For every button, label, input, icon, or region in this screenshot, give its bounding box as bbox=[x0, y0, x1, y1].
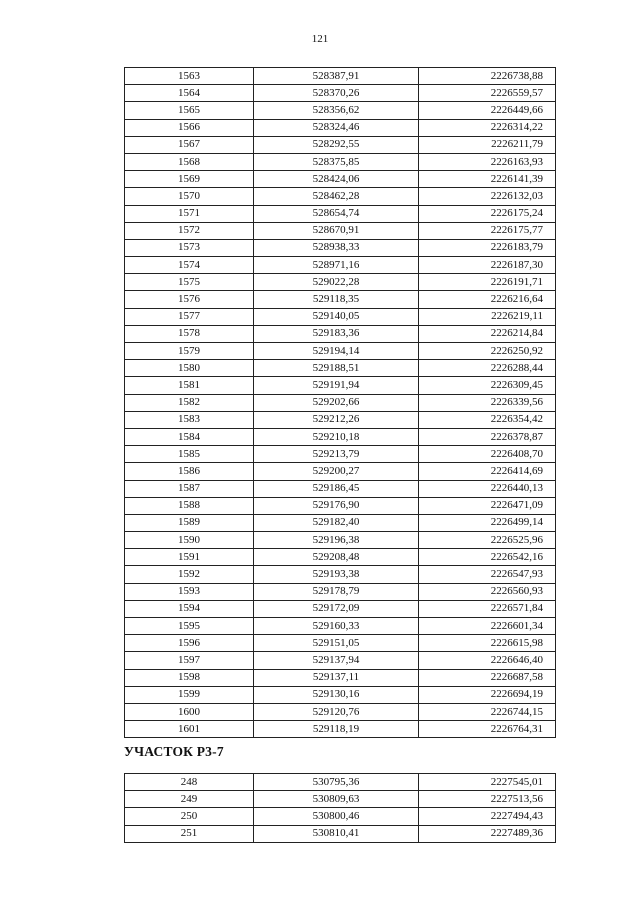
y-coordinate-cell: 2226449,66 bbox=[419, 102, 556, 119]
x-coordinate-cell: 529118,19 bbox=[254, 721, 419, 738]
y-coordinate-cell: 2227489,36 bbox=[419, 825, 556, 842]
point-number-cell: 1599 bbox=[125, 686, 254, 703]
point-number-cell: 1583 bbox=[125, 411, 254, 428]
point-number-cell: 1595 bbox=[125, 618, 254, 635]
y-coordinate-cell: 2226601,34 bbox=[419, 618, 556, 635]
x-coordinate-cell: 529160,33 bbox=[254, 618, 419, 635]
table-row bbox=[125, 343, 556, 360]
x-coordinate-cell: 528938,33 bbox=[254, 239, 419, 256]
y-coordinate-cell: 2226738,88 bbox=[419, 68, 556, 85]
table-row bbox=[125, 257, 556, 274]
x-coordinate-cell: 529194,14 bbox=[254, 343, 419, 360]
point-number-cell: 1570 bbox=[125, 188, 254, 205]
point-number-cell: 1577 bbox=[125, 308, 254, 325]
point-number-cell: 1598 bbox=[125, 669, 254, 686]
point-number-cell: 1564 bbox=[125, 85, 254, 102]
x-coordinate-cell: 530800,46 bbox=[254, 808, 419, 825]
point-number-cell: 1567 bbox=[125, 136, 254, 153]
table-row bbox=[125, 497, 556, 514]
point-number-cell: 1588 bbox=[125, 497, 254, 514]
table-row bbox=[125, 686, 556, 703]
table-row bbox=[125, 85, 556, 102]
point-number-cell: 1594 bbox=[125, 600, 254, 617]
x-coordinate-cell: 528324,46 bbox=[254, 119, 419, 136]
x-coordinate-cell: 528424,06 bbox=[254, 171, 419, 188]
table-row bbox=[125, 239, 556, 256]
table-row bbox=[125, 791, 556, 808]
y-coordinate-cell: 2226559,57 bbox=[419, 85, 556, 102]
y-coordinate-cell: 2226571,84 bbox=[419, 600, 556, 617]
x-coordinate-cell: 529193,38 bbox=[254, 566, 419, 583]
table-row bbox=[125, 480, 556, 497]
y-coordinate-cell: 2226615,98 bbox=[419, 635, 556, 652]
point-number-cell: 1591 bbox=[125, 549, 254, 566]
point-number-cell: 1572 bbox=[125, 222, 254, 239]
table-row bbox=[125, 532, 556, 549]
x-coordinate-cell: 529118,35 bbox=[254, 291, 419, 308]
x-coordinate-cell: 528292,55 bbox=[254, 136, 419, 153]
y-coordinate-cell: 2226694,19 bbox=[419, 686, 556, 703]
y-coordinate-cell: 2226187,30 bbox=[419, 257, 556, 274]
x-coordinate-cell: 529212,26 bbox=[254, 411, 419, 428]
y-coordinate-cell: 2226175,24 bbox=[419, 205, 556, 222]
table-row bbox=[125, 463, 556, 480]
table-row bbox=[125, 583, 556, 600]
point-number-cell: 1579 bbox=[125, 343, 254, 360]
point-number-cell: 1582 bbox=[125, 394, 254, 411]
x-coordinate-cell: 528356,62 bbox=[254, 102, 419, 119]
y-coordinate-cell: 2227545,01 bbox=[419, 774, 556, 791]
y-coordinate-cell: 2227494,43 bbox=[419, 808, 556, 825]
x-coordinate-cell: 529022,28 bbox=[254, 274, 419, 291]
coordinates-table-p3-7 bbox=[124, 773, 556, 843]
y-coordinate-cell: 2226354,42 bbox=[419, 411, 556, 428]
x-coordinate-cell: 529176,90 bbox=[254, 497, 419, 514]
y-coordinate-cell: 2226175,77 bbox=[419, 222, 556, 239]
point-number-cell: 1566 bbox=[125, 119, 254, 136]
y-coordinate-cell: 2226183,79 bbox=[419, 239, 556, 256]
point-number-cell: 1571 bbox=[125, 205, 254, 222]
table-row bbox=[125, 308, 556, 325]
point-number-cell: 249 bbox=[125, 791, 254, 808]
x-coordinate-cell: 528387,91 bbox=[254, 68, 419, 85]
x-coordinate-cell: 530810,41 bbox=[254, 825, 419, 842]
y-coordinate-cell: 2226440,13 bbox=[419, 480, 556, 497]
table-row bbox=[125, 377, 556, 394]
y-coordinate-cell: 2226499,14 bbox=[419, 514, 556, 531]
y-coordinate-cell: 2226216,64 bbox=[419, 291, 556, 308]
table-row bbox=[125, 411, 556, 428]
point-number-cell: 248 bbox=[125, 774, 254, 791]
x-coordinate-cell: 529137,11 bbox=[254, 669, 419, 686]
x-coordinate-cell: 529200,27 bbox=[254, 463, 419, 480]
y-coordinate-cell: 2226744,15 bbox=[419, 703, 556, 720]
x-coordinate-cell: 528670,91 bbox=[254, 222, 419, 239]
y-coordinate-cell: 2226339,56 bbox=[419, 394, 556, 411]
point-number-cell: 1575 bbox=[125, 274, 254, 291]
point-number-cell: 1592 bbox=[125, 566, 254, 583]
y-coordinate-cell: 2226211,79 bbox=[419, 136, 556, 153]
table-row bbox=[125, 188, 556, 205]
table-row bbox=[125, 549, 556, 566]
table-row bbox=[125, 669, 556, 686]
x-coordinate-cell: 529172,09 bbox=[254, 600, 419, 617]
table-row bbox=[125, 635, 556, 652]
point-number-cell: 1580 bbox=[125, 360, 254, 377]
table-row bbox=[125, 446, 556, 463]
table-row bbox=[125, 274, 556, 291]
x-coordinate-cell: 528462,28 bbox=[254, 188, 419, 205]
point-number-cell: 1576 bbox=[125, 291, 254, 308]
point-number-cell: 1590 bbox=[125, 532, 254, 549]
table-row bbox=[125, 153, 556, 170]
y-coordinate-cell: 2226560,93 bbox=[419, 583, 556, 600]
table-row bbox=[125, 360, 556, 377]
x-coordinate-cell: 529188,51 bbox=[254, 360, 419, 377]
table-row bbox=[125, 102, 556, 119]
y-coordinate-cell: 2226191,71 bbox=[419, 274, 556, 291]
x-coordinate-cell: 529210,18 bbox=[254, 428, 419, 445]
coordinates-table bbox=[124, 67, 556, 738]
point-number-cell: 1584 bbox=[125, 428, 254, 445]
x-coordinate-cell: 529178,79 bbox=[254, 583, 419, 600]
x-coordinate-cell: 529183,36 bbox=[254, 325, 419, 342]
y-coordinate-cell: 2226141,39 bbox=[419, 171, 556, 188]
y-coordinate-cell: 2226414,69 bbox=[419, 463, 556, 480]
section-title: УЧАСТОК Р3-7 bbox=[124, 744, 224, 759]
y-coordinate-cell: 2226525,96 bbox=[419, 532, 556, 549]
y-coordinate-cell: 2226542,16 bbox=[419, 549, 556, 566]
y-coordinate-cell: 2226288,44 bbox=[419, 360, 556, 377]
point-number-cell: 251 bbox=[125, 825, 254, 842]
point-number-cell: 1596 bbox=[125, 635, 254, 652]
table-row bbox=[125, 825, 556, 842]
y-coordinate-cell: 2226408,70 bbox=[419, 446, 556, 463]
x-coordinate-cell: 529140,05 bbox=[254, 308, 419, 325]
page-number: 121 bbox=[311, 33, 329, 45]
table-row bbox=[125, 68, 556, 85]
coordinates-table-p3-7-body bbox=[125, 774, 556, 843]
x-coordinate-cell: 529191,94 bbox=[254, 377, 419, 394]
x-coordinate-cell: 529130,16 bbox=[254, 686, 419, 703]
y-coordinate-cell: 2226219,11 bbox=[419, 308, 556, 325]
x-coordinate-cell: 529213,79 bbox=[254, 446, 419, 463]
y-coordinate-cell: 2226764,31 bbox=[419, 721, 556, 738]
table-row bbox=[125, 721, 556, 738]
table-row bbox=[125, 774, 556, 791]
x-coordinate-cell: 528370,26 bbox=[254, 85, 419, 102]
point-number-cell: 1587 bbox=[125, 480, 254, 497]
x-coordinate-cell: 529196,38 bbox=[254, 532, 419, 549]
table-row bbox=[125, 394, 556, 411]
point-number-cell: 1574 bbox=[125, 257, 254, 274]
x-coordinate-cell: 529186,45 bbox=[254, 480, 419, 497]
point-number-cell: 1593 bbox=[125, 583, 254, 600]
table-row bbox=[125, 618, 556, 635]
y-coordinate-cell: 2226132,03 bbox=[419, 188, 556, 205]
x-coordinate-cell: 529208,48 bbox=[254, 549, 419, 566]
table-row bbox=[125, 205, 556, 222]
table-row bbox=[125, 119, 556, 136]
table-row bbox=[125, 291, 556, 308]
x-coordinate-cell: 529182,40 bbox=[254, 514, 419, 531]
y-coordinate-cell: 2226214,84 bbox=[419, 325, 556, 342]
point-number-cell: 1601 bbox=[125, 721, 254, 738]
point-number-cell: 1597 bbox=[125, 652, 254, 669]
x-coordinate-cell: 530809,63 bbox=[254, 791, 419, 808]
table-row bbox=[125, 652, 556, 669]
y-coordinate-cell: 2226309,45 bbox=[419, 377, 556, 394]
point-number-cell: 1563 bbox=[125, 68, 254, 85]
x-coordinate-cell: 529151,05 bbox=[254, 635, 419, 652]
y-coordinate-cell: 2226250,92 bbox=[419, 343, 556, 360]
table-row bbox=[125, 136, 556, 153]
point-number-cell: 1586 bbox=[125, 463, 254, 480]
y-coordinate-cell: 2226378,87 bbox=[419, 428, 556, 445]
y-coordinate-cell: 2226471,09 bbox=[419, 497, 556, 514]
x-coordinate-cell: 528375,85 bbox=[254, 153, 419, 170]
table-row bbox=[125, 428, 556, 445]
x-coordinate-cell: 530795,36 bbox=[254, 774, 419, 791]
coordinates-table-body bbox=[125, 68, 556, 738]
point-number-cell: 250 bbox=[125, 808, 254, 825]
table-row bbox=[125, 514, 556, 531]
point-number-cell: 1578 bbox=[125, 325, 254, 342]
point-number-cell: 1600 bbox=[125, 703, 254, 720]
x-coordinate-cell: 529120,76 bbox=[254, 703, 419, 720]
point-number-cell: 1573 bbox=[125, 239, 254, 256]
y-coordinate-cell: 2226163,93 bbox=[419, 153, 556, 170]
table-row bbox=[125, 703, 556, 720]
table-row bbox=[125, 566, 556, 583]
y-coordinate-cell: 2226314,22 bbox=[419, 119, 556, 136]
table-row bbox=[125, 325, 556, 342]
x-coordinate-cell: 528971,16 bbox=[254, 257, 419, 274]
table-row bbox=[125, 808, 556, 825]
x-coordinate-cell: 529137,94 bbox=[254, 652, 419, 669]
y-coordinate-cell: 2226547,93 bbox=[419, 566, 556, 583]
table-row bbox=[125, 222, 556, 239]
point-number-cell: 1569 bbox=[125, 171, 254, 188]
x-coordinate-cell: 529202,66 bbox=[254, 394, 419, 411]
y-coordinate-cell: 2226646,40 bbox=[419, 652, 556, 669]
y-coordinate-cell: 2227513,56 bbox=[419, 791, 556, 808]
x-coordinate-cell: 528654,74 bbox=[254, 205, 419, 222]
table-row bbox=[125, 171, 556, 188]
point-number-cell: 1565 bbox=[125, 102, 254, 119]
point-number-cell: 1568 bbox=[125, 153, 254, 170]
y-coordinate-cell: 2226687,58 bbox=[419, 669, 556, 686]
point-number-cell: 1585 bbox=[125, 446, 254, 463]
table-row bbox=[125, 600, 556, 617]
point-number-cell: 1589 bbox=[125, 514, 254, 531]
point-number-cell: 1581 bbox=[125, 377, 254, 394]
